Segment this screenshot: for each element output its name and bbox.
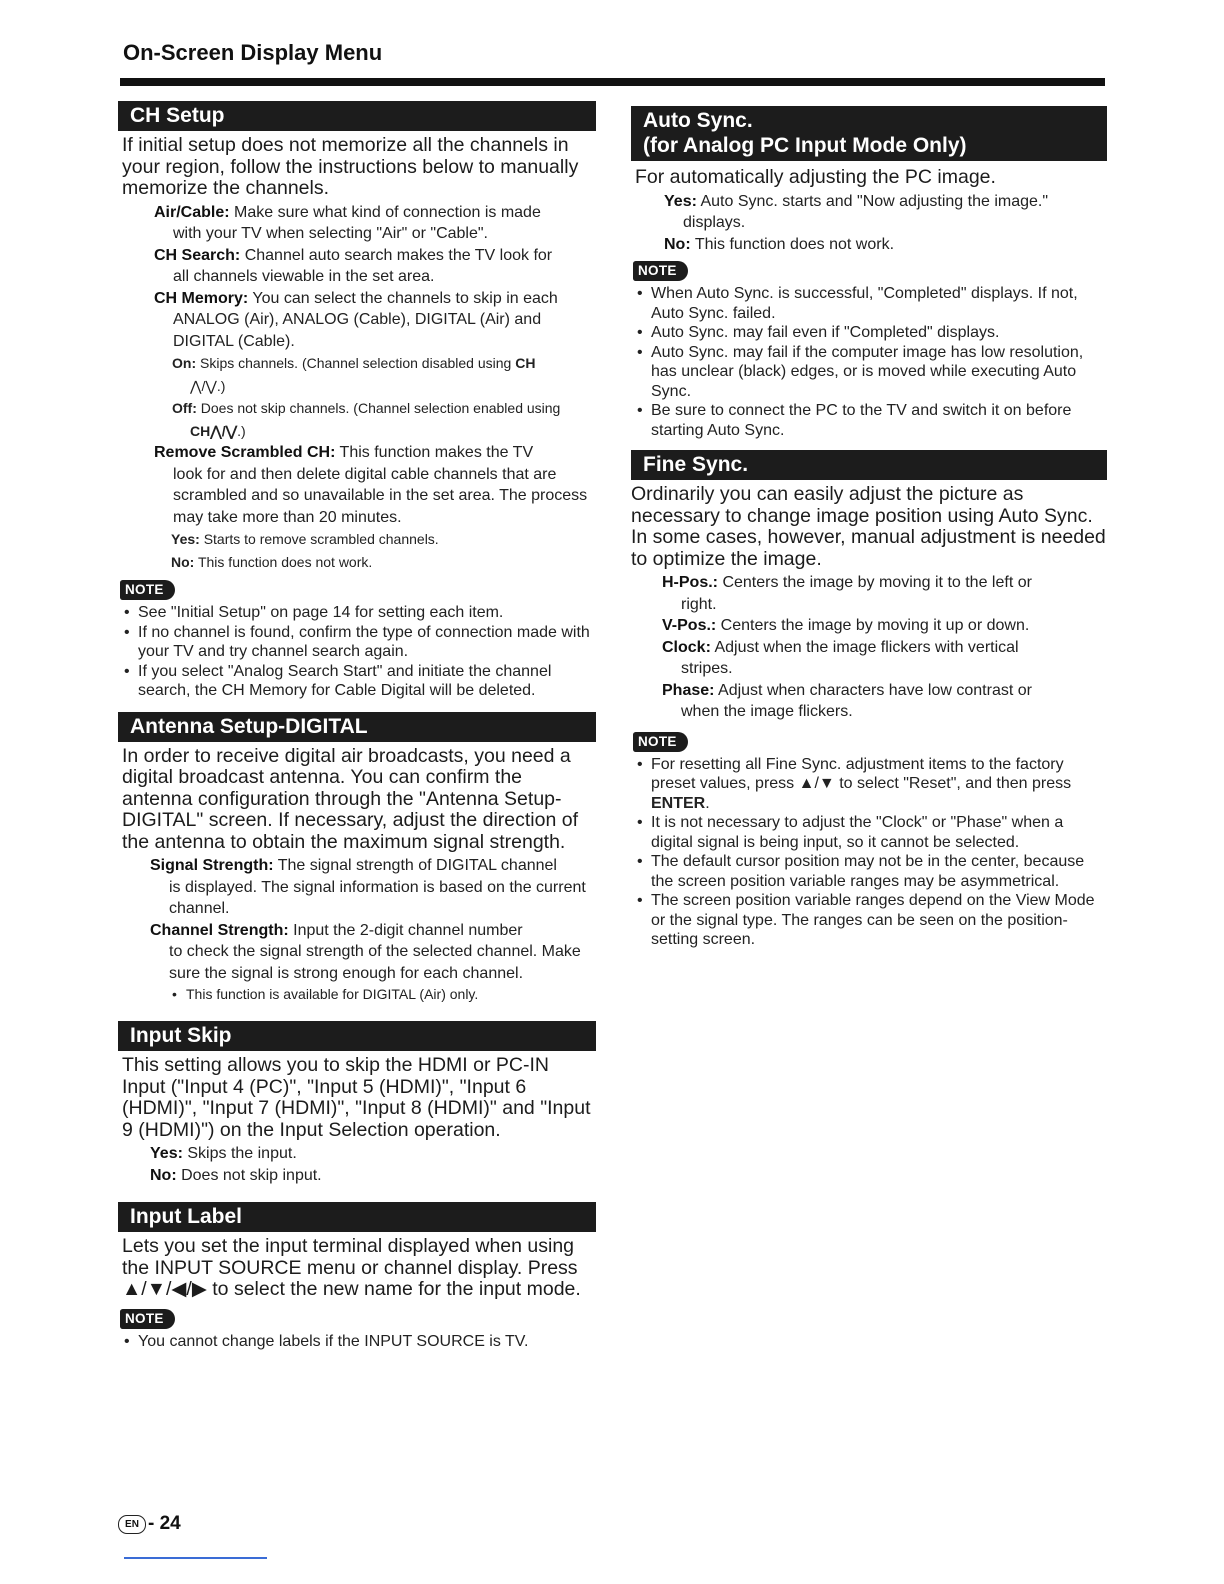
item-text: Adjust when the image flickers with vertical <box>710 638 1019 656</box>
note-item: • For resetting all Fine Sync. adjustment items to the factory preset values, press ▲/▼ to select "Reset", and then press ENTER. <box>637 755 1072 812</box>
option-bold: CH⋀/⋁ <box>190 422 238 439</box>
item-text: Input the 2-digit channel number <box>288 921 523 939</box>
section-heading-input-skip: Input Skip <box>118 1021 596 1051</box>
item-text: Make sure what kind of connection is made <box>229 203 541 221</box>
ch-memory-item <box>154 288 596 353</box>
left-column <box>118 101 596 1351</box>
option-term: On: <box>172 355 197 371</box>
option-term: Yes: <box>171 531 200 547</box>
ch-search-item <box>154 245 596 288</box>
option-text: Starts to remove scrambled channels. <box>199 531 439 547</box>
note-item: • If no channel is found, confirm the type of connection made with your TV and try channel search again. <box>124 623 590 660</box>
option-text: Skips channels. (Channel selection disabled using <box>196 355 516 371</box>
section-heading-input-label: Input Label <box>118 1202 596 1232</box>
antenna-footnote: • This function is available for DIGITAL (Air) only. <box>172 986 479 1002</box>
note-item: • The default cursor position may not be in the center, because the screen position variable ranges may be asymmetrical. <box>637 853 1085 890</box>
fine-sync-notes <box>631 755 1107 950</box>
option-text: This function does not work. <box>194 553 373 570</box>
item-text-cont: all channels viewable in the set area. <box>173 268 435 285</box>
item-term: CH Search: <box>154 246 241 264</box>
memory-on-option <box>172 352 596 397</box>
option-bold: CH <box>515 355 536 371</box>
section-heading-antenna-setup: Antenna Setup-DIGITAL <box>118 712 596 742</box>
item-text: You can select the channels to skip in each <box>248 289 558 307</box>
remove-scrambled-item <box>154 442 596 528</box>
remove-no-option <box>171 551 596 574</box>
heading-line: (for Analog PC Input Mode Only) <box>643 134 967 157</box>
item-term: No: <box>150 1166 177 1184</box>
memory-off-option <box>172 397 596 442</box>
item-term: Channel Strength: <box>150 921 289 939</box>
input-label-notes <box>118 1332 596 1352</box>
item-text-cont: with your TV when selecting "Air" or "Cable". <box>173 225 488 242</box>
v-pos-item <box>662 615 1107 637</box>
item-text: Auto Sync. starts and "Now adjusting the image." <box>696 192 1049 210</box>
air-cable-item <box>154 202 596 245</box>
note-badge: NOTE <box>120 580 175 600</box>
item-term: Remove Scrambled CH: <box>154 444 336 461</box>
input-skip-intro: This setting allows you to skip the HDMI or PC-IN Input ("Input 4 (PC)", "Input 5 (HDMI)", "Input 6 (HDMI)", "Input 7 (HDMI)", "Input 8 (HDMI)" and "Input 9 (HDMI)") on the Input Selection operation. <box>122 1054 591 1141</box>
section-heading-auto-sync <box>631 106 1107 161</box>
item-text: Channel auto search makes the TV look for <box>240 246 553 264</box>
note-item: • Auto Sync. may fail if the computer image has low resolution, has unclear (black) edges, or is moved while executing Auto Sync. <box>637 343 1084 400</box>
item-text-cont: look for and then delete digital cable channels that are scrambled and so unavailable in the set area. The process may take more than 20 minutes. <box>173 465 588 526</box>
channel-strength-item <box>150 920 596 985</box>
auto-sync-yes <box>664 191 1107 234</box>
right-column <box>631 106 1107 950</box>
note-item: • You cannot change labels if the INPUT SOURCE is TV. <box>124 1332 529 1350</box>
input-label-intro: Lets you set the input terminal displayed when using the INPUT SOURCE menu or channel display. Press ▲/▼/◀/▶ to select the new name for the input mode. <box>122 1235 581 1300</box>
note-item: • See "Initial Setup" on page 14 for setting each item. <box>124 604 504 621</box>
page-number-value: 24 <box>159 1513 181 1534</box>
item-text: This function does not work. <box>690 235 895 253</box>
note-badge: NOTE <box>120 1309 175 1329</box>
input-skip-no <box>150 1165 596 1187</box>
note-badge: NOTE <box>633 261 688 281</box>
item-text: This function makes the TV <box>335 444 534 461</box>
h-pos-item <box>662 572 1107 615</box>
page-number <box>118 1513 181 1535</box>
ch-setup-intro: If initial setup does not memorize all the channels in your region, follow the instructions below to manually memorize the channels. <box>122 134 579 199</box>
section-heading-ch-setup: CH Setup <box>118 101 596 131</box>
item-term: Yes: <box>664 192 697 210</box>
item-text: Does not skip input. <box>176 1166 322 1184</box>
option-text-cont: ⋀/⋁.) <box>190 377 226 394</box>
option-term: Off: <box>172 400 197 416</box>
note-item: • Be sure to connect the PC to the TV and switch it on before starting Auto Sync. <box>637 402 1072 439</box>
page-sep: - <box>148 1513 160 1534</box>
note-badge: NOTE <box>633 732 688 752</box>
item-text-cont: is displayed. The signal information is based on the current channel. <box>169 878 586 917</box>
item-term: Phase: <box>662 681 715 699</box>
input-skip-yes <box>150 1143 596 1165</box>
note-item: • The screen position variable ranges depend on the View Mode or the signal type. The ranges can be seen on the position-setting screen. <box>637 892 1095 948</box>
auto-sync-no <box>664 234 1107 256</box>
item-term: Clock: <box>662 638 711 656</box>
item-term: Air/Cable: <box>154 203 230 221</box>
item-term: Signal Strength: <box>150 857 274 874</box>
item-text-cont: stripes. <box>681 660 733 677</box>
item-term: H-Pos.: <box>662 574 718 591</box>
auto-sync-intro: For automatically adjusting the PC image. <box>635 166 996 188</box>
item-text: The signal strength of DIGITAL channel <box>273 857 557 874</box>
option-text: Does not skip channels. (Channel selection enabled using <box>196 400 561 416</box>
note-item: • It is not necessary to adjust the "Clock" or "Phase" when a digital signal is being input, so it cannot be selected. <box>637 814 1064 851</box>
remove-yes-option <box>171 528 596 551</box>
item-text: Skips the input. <box>182 1145 297 1162</box>
note-item: • Auto Sync. may fail even if "Completed" displays. <box>637 324 1000 341</box>
fine-sync-intro: Ordinarily you can easily adjust the picture as necessary to change image position using Auto Sync. In some cases, however, manual adjustment is needed to optimize the image. <box>631 483 1106 570</box>
auto-sync-notes <box>631 284 1107 440</box>
item-text-cont: ANALOG (Air), ANALOG (Cable), DIGITAL (Air) and DIGITAL (Cable). <box>173 311 542 350</box>
title-rule <box>120 78 1105 86</box>
item-text-cont: displays. <box>683 214 746 231</box>
item-text: Adjust when characters have low contrast or <box>714 681 1032 699</box>
option-text: .) <box>237 422 246 439</box>
note-item: • If you select "Analog Search Start" and initiate the channel search, the CH Memory for Cable Digital will be deleted. <box>124 662 552 699</box>
signal-strength-item <box>150 855 596 920</box>
option-term: No: <box>171 553 195 570</box>
enter-key-label: ENTER <box>651 794 706 812</box>
option-text-cont <box>172 420 596 443</box>
antenna-intro: In order to receive digital air broadcasts, you need a digital broadcast antenna. You can confirm the antenna configuration through the "Antenna Setup-DIGITAL" screen. If necessary, adjust the direction of the antenna to obtain the maximum signal strength. <box>122 744 578 853</box>
item-text-cont: right. <box>681 595 717 613</box>
item-term: V-Pos.: <box>662 617 717 634</box>
item-term: Yes: <box>150 1145 183 1162</box>
ch-setup-notes <box>118 603 596 701</box>
item-text: Centers the image by moving it to the left or <box>718 574 1032 591</box>
item-term: No: <box>664 235 691 253</box>
phase-item <box>662 680 1107 723</box>
page-title: On-Screen Display Menu <box>123 40 383 65</box>
item-text: Centers the image by moving it up or down. <box>716 617 1030 634</box>
item-text-cont: when the image flickers. <box>681 703 853 720</box>
clock-item <box>662 637 1107 680</box>
footer-rule <box>124 1557 267 1559</box>
section-heading-fine-sync: Fine Sync. <box>631 450 1107 480</box>
item-term: CH Memory: <box>154 289 249 307</box>
heading-line: Auto Sync. <box>643 109 753 132</box>
item-text-cont: to check the signal strength of the selected channel. Make sure the signal is strong enough for each channel. <box>169 943 581 982</box>
language-en-icon: EN <box>118 1515 146 1534</box>
note-item: • When Auto Sync. is successful, "Completed" displays. If not, Auto Sync. failed. <box>637 285 1078 322</box>
